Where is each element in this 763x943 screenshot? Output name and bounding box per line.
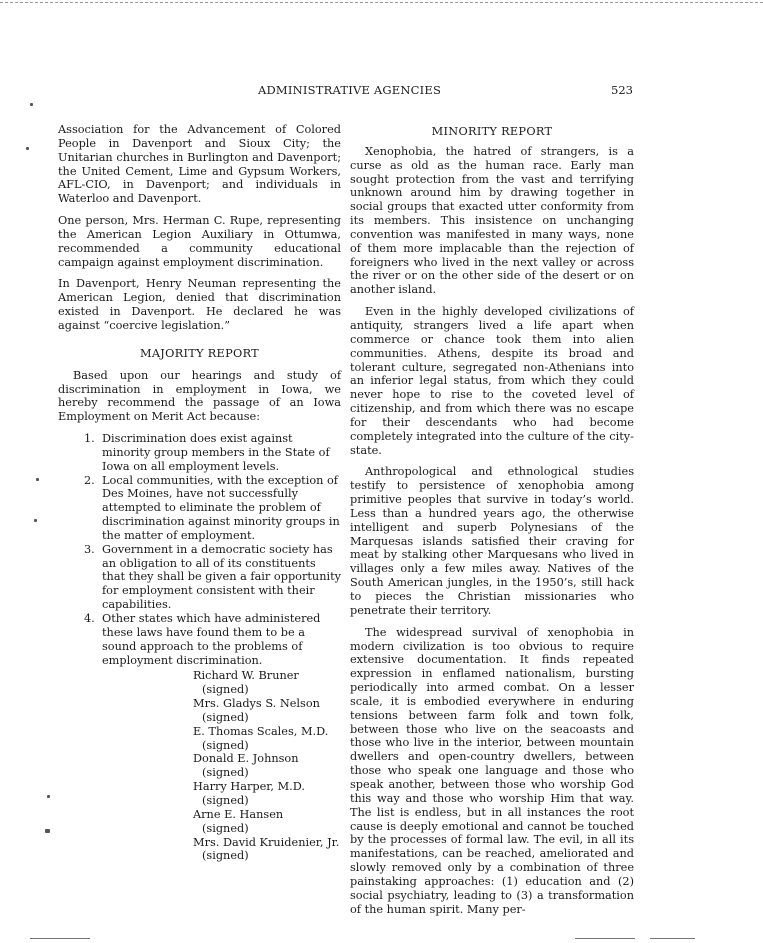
signed-note: (signed) <box>202 821 249 835</box>
numbered-list <box>58 432 341 667</box>
paragraph: Based upon our hearings and study of discrimination in employment in Iowa, we hereby recommend the passage of an Iowa Employment on Merit Act because: <box>58 368 341 424</box>
paragraph: Anthropological and ethnological studies testify to persistence of xenophobia among primitive peoples that survive in today’s world. Less than a hundred years ago, the otherwise intelligent and superb Polynesians of the Marquesas islands satisfied their craving for meat by stalking other Marquesans who lived in villages only a few miles away. Natives of the South American jungles, in the 1950’s, still hack to pieces the Christian missionaries who penetrate their territory. <box>350 465 634 617</box>
bottom-scan-line <box>650 938 695 939</box>
list-number: 3. <box>84 542 95 556</box>
signatory-name: Harry Harper, M.D. <box>193 780 306 794</box>
scan-speck <box>45 829 50 833</box>
page-number: 523 <box>611 83 633 97</box>
left-column <box>58 123 341 863</box>
list-item <box>58 612 341 667</box>
paragraph: Xenophobia, the hatred of strangers, is a curse as old as the human race. Early man sought protection from the vast and terrifying unknown around him by drawing together in social groups that exacted utter conformity from its members. This insistence on unchanging convention was manifested in many ways, none of them more implacable than the rejection of foreigners who lived in the next valley or across the river or on the other side of the desert or on another island. <box>350 144 634 297</box>
list-item-text: Local communities, with the exception of Des Moines, have not successfully attempted to eliminate the problem of discrimination against minority groups in the matter of employment. <box>102 473 340 542</box>
signed-note: (signed) <box>202 766 249 780</box>
page-top-edge <box>0 2 763 3</box>
majority-report-heading: MAJORITY REPORT <box>139 346 260 360</box>
paragraph: One person, Mrs. Herman C. Rupe, representing the American Legion Auxiliary in Ottumwa, recommended a community educational campaign against employment discrimination. <box>58 214 341 269</box>
paragraph: The widespread survival of xenophobia in modern civilization is too obvious to require extensive documentation. It finds repeated expression in enflamed nationalism, bursting periodically into armed combat. On a lesser scale, it is embodied everywhere in enduring tensions between farm folk and town folk, between those who live on the seacoasts and those who live in the interior, between mountain dwellers and open-country dwellers, between those who speak one language and those who speak another, between those who worship God this way and those who worship Him that way. The list is endless, but in all instances the root cause is deeply emotional and cannot be touched by the processes of formal law. The evil, in all its manifestations, can be reached, ameliorated and slowly removed only by a combination of three painstaking approaches: (1) education and (2) social psychiatry, leading to (3) a transformation of the human spirit. Many per- <box>350 625 634 916</box>
signatory-name: Mrs. David Kruidenier, Jr. <box>193 835 340 849</box>
list-item <box>58 543 341 612</box>
paragraph: Association for the Advancement of Colored People in Davenport and Sioux City; the Unitarian churches in Burlington and Davenport; the United Cement, Lime and Gypsum Workers, AFL-CIO, in Davenport; and individuals in Waterloo and Davenport. <box>58 123 341 206</box>
list-item-text: Discrimination does exist against minority group members in the State of Iowa on all employment levels. <box>102 432 330 473</box>
paragraph: In Davenport, Henry Neuman representing the American Legion, denied that discrimination existed in Davenport. He declared he was against “coercive legislation.” <box>58 277 341 332</box>
scan-speck <box>36 478 39 481</box>
list-item <box>58 474 341 543</box>
running-head: ADMINISTRATIVE AGENCIES <box>258 83 442 97</box>
right-column <box>350 123 634 924</box>
minority-report-heading: MINORITY REPORT <box>431 125 553 138</box>
signatory-name: Richard W. Bruner <box>193 669 299 683</box>
scan-speck <box>34 519 37 522</box>
bottom-scan-line <box>30 938 90 939</box>
scan-speck <box>30 103 33 106</box>
list-item <box>58 432 341 474</box>
list-number: 2. <box>84 473 95 487</box>
bottom-scan-line <box>575 938 635 939</box>
signed-note: (signed) <box>202 710 249 724</box>
list-number: 1. <box>84 432 95 446</box>
signature-block <box>193 669 341 863</box>
list-item-text: Other states which have administered these laws have found them to be a sound approach to the problems of employment discrimination. <box>102 612 321 667</box>
signed-note: (signed) <box>202 683 249 697</box>
paragraph: Even in the highly developed civilizations of antiquity, strangers lived a life apart when commerce or chance took them into alien communities. Athens, despite its broad and tolerant culture, segregated non-Athenians into an inferior legal status, from which they could never hope to rise to the coveted level of citizenship, and from which there was no escape for their descendants who had become completely integrated into the culture of the city-state. <box>350 305 634 457</box>
list-item-text: Government in a democratic society has an obligation to all of its constituents that they shall be given a fair opportunity for employment consistent with their capabilities. <box>102 542 342 612</box>
signed-note: (signed) <box>202 849 249 863</box>
signatory-name: Mrs. Gladys S. Nelson <box>193 697 320 711</box>
signatory-name: E. Thomas Scales, M.D. <box>193 724 329 738</box>
signatory-name: Arne E. Hansen <box>193 807 284 821</box>
scan-speck <box>26 147 29 150</box>
scan-speck <box>47 795 50 798</box>
signed-note: (signed) <box>202 738 249 752</box>
signed-note: (signed) <box>202 793 249 807</box>
signatory-name: Donald E. Johnson <box>193 752 299 766</box>
list-number: 4. <box>84 612 95 625</box>
